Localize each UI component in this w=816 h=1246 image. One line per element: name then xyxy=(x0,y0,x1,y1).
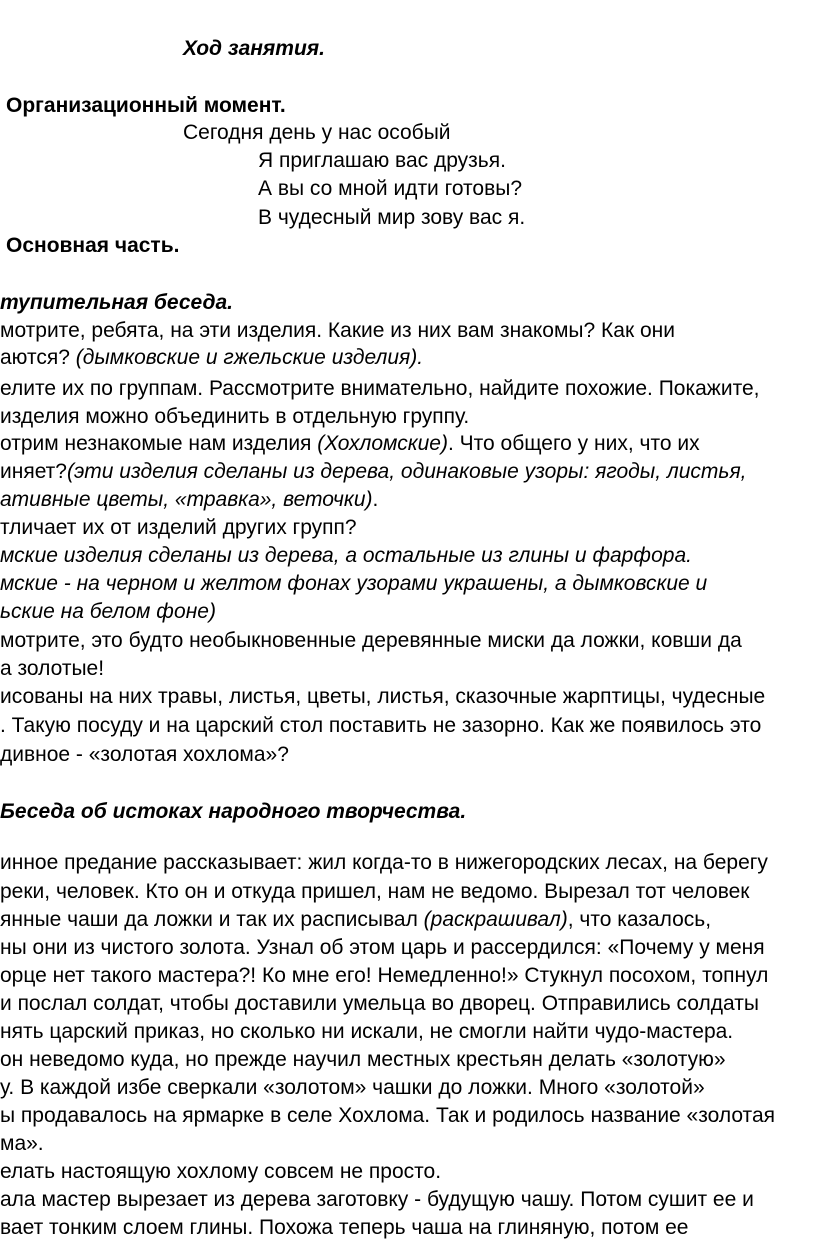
paragraph-line xyxy=(0,713,761,739)
line-text: изделия можно объединить в отдельную группу. xyxy=(0,405,470,428)
paragraph-line xyxy=(0,684,765,710)
paragraph-line xyxy=(0,599,216,625)
story-line xyxy=(0,963,768,989)
story-line xyxy=(0,907,711,933)
section-title-origins: Беседа об истоках народного творчества. xyxy=(0,800,467,823)
line-text: аются? xyxy=(0,346,76,369)
paragraph-line xyxy=(0,487,378,513)
line-text: янные чаши да ложки и так их расписывал xyxy=(0,908,424,931)
story-line xyxy=(0,1075,705,1101)
paragraph-line xyxy=(0,571,707,597)
line-emphasis: ативные цветы, «травка», веточки) xyxy=(0,488,373,511)
paragraph-line xyxy=(0,431,700,457)
line-text: иняет? xyxy=(0,460,67,483)
paragraph-line xyxy=(0,404,469,430)
line-text: ны они из чистого золота. Узнал об этом царь и рассердился: «Почему у меня xyxy=(0,936,765,959)
story-line xyxy=(0,1103,775,1129)
line-text: а золотые! xyxy=(0,657,105,680)
section-title-main: Основная часть. xyxy=(6,234,180,257)
story-line xyxy=(0,850,768,876)
poem-line: Я приглашаю вас друзья. xyxy=(258,149,506,172)
line-text: тличает их от изделий других групп? xyxy=(0,516,357,539)
line-emphasis: мские изделия сделаны из дерева, а остальные из глины и фарфора. xyxy=(0,544,692,567)
line-text: вает тонким слоем глины. Похожа теперь чаша на глиняную, потом ее xyxy=(0,1216,689,1239)
paragraph-line xyxy=(0,543,692,569)
story-line xyxy=(0,1215,688,1241)
line-emphasis: (раскрашивал) xyxy=(423,908,568,931)
line-text: реки, человек. Кто он и откуда пришел, нам не ведомо. Вырезал тот человек xyxy=(0,880,750,903)
paragraph-line xyxy=(0,628,742,654)
poem-line: В чудесный мир зову вас я. xyxy=(258,206,526,229)
line-text: мотрите, это будто необыкновенные деревянные миски да ложки, ковши да xyxy=(0,629,742,652)
line-text-after: , что казалось, xyxy=(567,908,712,931)
story-line xyxy=(0,1047,726,1073)
line-text: он неведомо куда, но прежде научил местных крестьян делать «золотую» xyxy=(0,1048,726,1071)
lesson-heading: Ход занятия. xyxy=(183,37,325,60)
paragraph-line xyxy=(0,376,759,402)
line-text: дивное - «золотая хохлома»? xyxy=(0,743,289,766)
line-text: и послал солдат, чтобы доставили умельца во дворец. Отправились солдаты xyxy=(0,992,759,1015)
poem-line: А вы со мной идти готовы? xyxy=(258,177,523,200)
line-text: ала мастер вырезает из дерева заготовку - будущую чашу. Потом сушит ее и xyxy=(0,1188,754,1211)
paragraph-line xyxy=(0,656,104,682)
line-text: инное предание рассказывает: жил когда-то в нижегородских лесах, на берегу xyxy=(0,851,768,874)
line-emphasis: (дымковские и гжельские изделия). xyxy=(75,346,424,369)
paragraph-line xyxy=(0,318,675,344)
line-emphasis: мские - на черном и желтом фонах узорами украшены, а дымковские и xyxy=(0,572,708,595)
line-text: мотрите, ребята, на эти изделия. Какие из них вам знакомы? Как они xyxy=(0,319,675,342)
line-text: у. В каждой избе сверкали «золотом» чашки до ложки. Много «золотой» xyxy=(0,1076,705,1099)
line-text-after: . xyxy=(372,488,379,511)
paragraph-line xyxy=(0,515,357,541)
line-text: елать настоящую хохлому совсем не просто. xyxy=(0,1160,442,1183)
section-title-organizational: Организационный момент. xyxy=(6,94,286,117)
line-text: нять царский приказ, но сколько ни искали, не смогли найти чудо-мастера. xyxy=(0,1020,734,1043)
line-text: исованы на них травы, листья, цветы, листья, сказочные жарптицы, чудесные xyxy=(0,685,766,708)
line-text: елите их по группам. Рассмотрите внимательно, найдите похожие. Покажите, xyxy=(0,377,760,400)
line-emphasis: (эти изделия сделаны из дерева, одинаковые узоры: ягоды, листья, xyxy=(66,460,747,483)
story-line xyxy=(0,991,759,1017)
line-text: ма». xyxy=(0,1132,44,1155)
paragraph-line xyxy=(0,345,423,371)
poem-line: Сегодня день у нас особый xyxy=(183,121,451,144)
line-text: отрим незнакомые нам изделия xyxy=(0,432,318,455)
paragraph-line xyxy=(0,742,289,768)
story-line xyxy=(0,935,765,961)
story-line xyxy=(0,1131,44,1157)
story-line xyxy=(0,1019,733,1045)
story-line xyxy=(0,879,750,905)
line-text: орце нет такого мастера?! Ко мне его! Немедленно!» Стукнул посохом, топнул xyxy=(0,964,769,987)
line-emphasis: ьские на белом фоне) xyxy=(0,600,216,623)
section-title-intro: тупительная беседа. xyxy=(0,291,233,314)
line-emphasis: (Хохломские) xyxy=(317,432,448,455)
story-line xyxy=(0,1187,754,1213)
line-text-after: . Что общего у них, что их xyxy=(447,432,700,455)
paragraph-line xyxy=(0,459,747,485)
line-text: . Такую посуду и на царский стол поставить не зазорно. Как же появилось это xyxy=(0,714,762,737)
line-text: ы продавалось на ярмарке в селе Хохлома. Так и родилось название «золотая xyxy=(0,1104,775,1127)
story-line xyxy=(0,1159,441,1185)
